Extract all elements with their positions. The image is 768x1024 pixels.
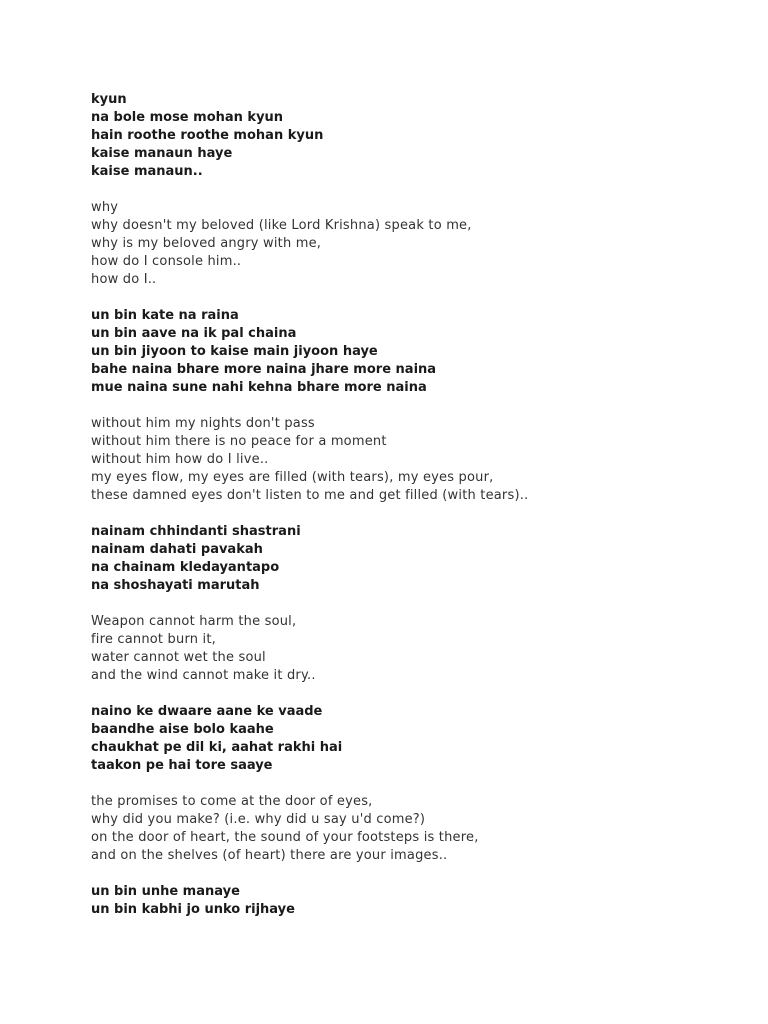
- lyric-stanza: [91, 703, 731, 775]
- translation-stanza: [91, 415, 731, 505]
- lyric-line: un bin kate na raina: [91, 308, 239, 323]
- translation-line: my eyes flow, my eyes are filled (with tears), my eyes pour,: [91, 470, 494, 485]
- lyric-line: un bin kabhi jo unko rijhaye: [91, 902, 295, 917]
- lyrics-document: [91, 91, 731, 919]
- lyric-line: baandhe aise bolo kaahe: [91, 722, 274, 737]
- translation-line: the promises to come at the door of eyes,: [91, 794, 373, 809]
- stanza-gap: [91, 181, 731, 199]
- translation-line: without him how do I live..: [91, 452, 269, 467]
- translation-line: water cannot wet the soul: [91, 650, 266, 665]
- translation-stanza: [91, 613, 731, 685]
- translation-line: on the door of heart, the sound of your footsteps is there,: [91, 830, 479, 845]
- translation-line: these damned eyes don't listen to me and get filled (with tears)..: [91, 488, 529, 503]
- translation-line: fire cannot burn it,: [91, 632, 216, 647]
- lyric-stanza: [91, 91, 731, 181]
- translation-stanza: [91, 199, 731, 289]
- stanza-gap: [91, 775, 731, 793]
- translation-line: why is my beloved angry with me,: [91, 236, 322, 251]
- lyric-line: un bin aave na ik pal chaina: [91, 326, 297, 341]
- lyric-stanza: [91, 883, 731, 919]
- stanza-gap: [91, 595, 731, 613]
- translation-line: and the wind cannot make it dry..: [91, 668, 316, 683]
- lyric-line: chaukhat pe dil ki, aahat rakhi hai: [91, 740, 343, 755]
- lyric-line: nainam chhindanti shastrani: [91, 524, 301, 539]
- stanza-gap: [91, 289, 731, 307]
- translation-line: why doesn't my beloved (like Lord Krishna) speak to me,: [91, 218, 472, 233]
- translation-line: why: [91, 200, 119, 215]
- translation-line: why did you make? (i.e. why did u say u'd come?): [91, 812, 426, 827]
- lyric-line: kyun: [91, 92, 127, 107]
- translation-line: how do I console him..: [91, 254, 242, 269]
- lyric-line: na bole mose mohan kyun: [91, 110, 284, 125]
- lyric-line: un bin jiyoon to kaise main jiyoon haye: [91, 344, 378, 359]
- lyric-line: na chainam kledayantapo: [91, 560, 280, 575]
- lyric-stanza: [91, 523, 731, 595]
- stanza-gap: [91, 685, 731, 703]
- translation-line: and on the shelves (of heart) there are your images..: [91, 848, 448, 863]
- translation-line: without him my nights don't pass: [91, 416, 315, 431]
- lyric-line: nainam dahati pavakah: [91, 542, 263, 557]
- lyric-line: un bin unhe manaye: [91, 884, 240, 899]
- translation-stanza: [91, 793, 731, 865]
- lyric-line: mue naina sune nahi kehna bhare more naina: [91, 380, 427, 395]
- lyric-line: na shoshayati marutah: [91, 578, 260, 593]
- lyric-stanza: [91, 307, 731, 397]
- lyric-line: kaise manaun haye: [91, 146, 233, 161]
- translation-line: Weapon cannot harm the soul,: [91, 614, 297, 629]
- lyric-line: naino ke dwaare aane ke vaade: [91, 704, 323, 719]
- lyric-line: kaise manaun..: [91, 164, 203, 179]
- translation-line: without him there is no peace for a moment: [91, 434, 387, 449]
- stanza-gap: [91, 505, 731, 523]
- stanza-gap: [91, 865, 731, 883]
- stanza-gap: [91, 397, 731, 415]
- translation-line: how do I..: [91, 272, 157, 287]
- lyric-line: taakon pe hai tore saaye: [91, 758, 273, 773]
- lyric-line: bahe naina bhare more naina jhare more naina: [91, 362, 437, 377]
- lyric-line: hain roothe roothe mohan kyun: [91, 128, 324, 143]
